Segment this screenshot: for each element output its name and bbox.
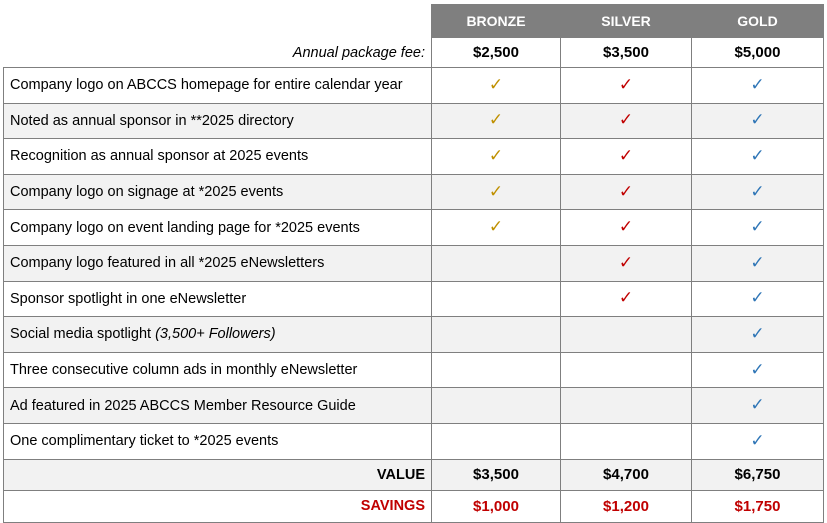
benefit-text: Company logo on event landing page for *2025 events: [10, 219, 360, 236]
check-icon: ✓: [488, 181, 504, 202]
value-amount: $3,500: [432, 459, 561, 490]
sponsorship-table: [3, 4, 824, 523]
benefit-bronze-cell: [432, 317, 561, 353]
check-icon: ✓: [750, 288, 765, 309]
tier-header-row: [4, 5, 824, 38]
benefit-row: [4, 317, 824, 353]
benefit-gold-cell: [692, 139, 824, 175]
benefit-bronze-cell: [432, 388, 561, 424]
benefit-text: Social media spotlight: [10, 326, 156, 343]
value-amount: $4,700: [561, 459, 692, 490]
check-icon: ✓: [488, 74, 504, 95]
benefit-gold-cell: [692, 423, 824, 459]
benefit-bronze-cell: [432, 103, 561, 139]
benefit-gold-cell: [692, 317, 824, 353]
benefit-row: [4, 423, 824, 459]
benefit-bronze-cell: [432, 245, 561, 281]
check-icon: ✓: [618, 181, 634, 202]
benefit-gold-cell: [692, 210, 824, 246]
check-icon: ✓: [488, 110, 504, 131]
header-blank-cell: [4, 5, 432, 38]
benefit-label: [4, 317, 432, 353]
check-icon: ✓: [488, 145, 504, 166]
benefit-label: [4, 139, 432, 175]
benefit-gold-cell: [692, 174, 824, 210]
benefit-silver-cell: [561, 352, 692, 388]
tier-bronze-header: BRONZE: [432, 5, 561, 38]
benefit-row: [4, 281, 824, 317]
benefit-gold-cell: [692, 352, 824, 388]
fee-bronze: $2,500: [432, 38, 561, 68]
benefit-gold-cell: [692, 103, 824, 139]
check-icon: ✓: [618, 74, 634, 95]
benefit-label: [4, 210, 432, 246]
benefit-label: [4, 281, 432, 317]
benefit-label: [4, 174, 432, 210]
benefit-text: Recognition as annual sponsor at 2025 events: [10, 148, 309, 165]
benefit-row: [4, 103, 824, 139]
benefit-silver-cell: [561, 210, 692, 246]
benefit-text: Ad featured in 2025 ABCCS Member Resource Guide: [10, 397, 356, 414]
benefit-label: [4, 245, 432, 281]
check-icon: ✓: [750, 145, 765, 166]
check-icon: ✓: [750, 181, 765, 202]
check-icon: ✓: [750, 74, 765, 95]
check-icon: ✓: [618, 252, 634, 273]
benefit-label: [4, 388, 432, 424]
benefit-gold-cell: [692, 388, 824, 424]
benefit-bronze-cell: [432, 352, 561, 388]
benefit-silver-cell: [561, 245, 692, 281]
fee-silver: $3,500: [561, 38, 692, 68]
benefit-bronze-cell: [432, 423, 561, 459]
check-icon: ✓: [618, 145, 634, 166]
fee-gold: $5,000: [692, 38, 824, 68]
check-icon: ✓: [750, 359, 765, 380]
benefit-gold-cell: [692, 68, 824, 104]
check-icon: ✓: [750, 395, 765, 416]
benefit-label: [4, 68, 432, 104]
benefit-bronze-cell: [432, 68, 561, 104]
benefit-row: [4, 68, 824, 104]
fee-label: Annual package fee:: [4, 38, 432, 68]
benefit-gold-cell: [692, 281, 824, 317]
benefit-text: Noted as annual sponsor in **2025 directory: [10, 112, 294, 129]
check-icon: ✓: [618, 217, 634, 238]
check-icon: ✓: [618, 110, 634, 131]
tier-gold-header: GOLD: [692, 5, 824, 38]
tier-silver-header: SILVER: [561, 5, 692, 38]
benefit-text: Company logo featured in all *2025 eNewsletters: [10, 255, 325, 272]
check-icon: ✓: [750, 252, 765, 273]
benefit-text: Sponsor spotlight in one eNewsletter: [10, 290, 247, 307]
benefit-label: [4, 103, 432, 139]
benefit-text: Three consecutive column ads in monthly eNewsletter: [10, 362, 358, 379]
benefit-row: [4, 139, 824, 175]
benefit-bronze-cell: [432, 139, 561, 175]
check-icon: ✓: [750, 110, 765, 131]
benefit-row: [4, 210, 824, 246]
benefit-gold-cell: [692, 245, 824, 281]
benefit-row: [4, 352, 824, 388]
check-icon: ✓: [750, 323, 765, 344]
value-row: [4, 459, 824, 490]
benefit-silver-cell: [561, 317, 692, 353]
check-icon: ✓: [750, 217, 765, 238]
benefit-silver-cell: [561, 68, 692, 104]
benefit-bronze-cell: [432, 281, 561, 317]
value-amount: $6,750: [692, 459, 824, 490]
value-label: VALUE: [4, 459, 432, 490]
benefit-bronze-cell: [432, 210, 561, 246]
savings-amount: $1,200: [561, 490, 692, 522]
fee-row: [4, 38, 824, 68]
benefit-silver-cell: [561, 388, 692, 424]
benefit-row: [4, 174, 824, 210]
benefit-silver-cell: [561, 423, 692, 459]
benefit-note: (3,500+ Followers): [155, 326, 276, 343]
savings-label: SAVINGS: [4, 490, 432, 522]
check-icon: ✓: [750, 430, 765, 451]
benefit-text: One complimentary ticket to *2025 events: [10, 433, 279, 450]
benefit-label: [4, 423, 432, 459]
sponsorship-table-body: [4, 5, 824, 523]
benefit-silver-cell: [561, 281, 692, 317]
savings-amount: $1,750: [692, 490, 824, 522]
benefit-row: [4, 245, 824, 281]
benefit-silver-cell: [561, 174, 692, 210]
benefit-silver-cell: [561, 103, 692, 139]
benefit-text: Company logo on ABCCS homepage for entire calendar year: [10, 77, 403, 94]
benefit-label: [4, 352, 432, 388]
check-icon: ✓: [618, 288, 634, 309]
savings-row: [4, 490, 824, 522]
savings-amount: $1,000: [432, 490, 561, 522]
benefit-silver-cell: [561, 139, 692, 175]
benefit-bronze-cell: [432, 174, 561, 210]
check-icon: ✓: [488, 217, 504, 238]
benefit-row: [4, 388, 824, 424]
benefit-text: Company logo on signage at *2025 events: [10, 184, 284, 201]
